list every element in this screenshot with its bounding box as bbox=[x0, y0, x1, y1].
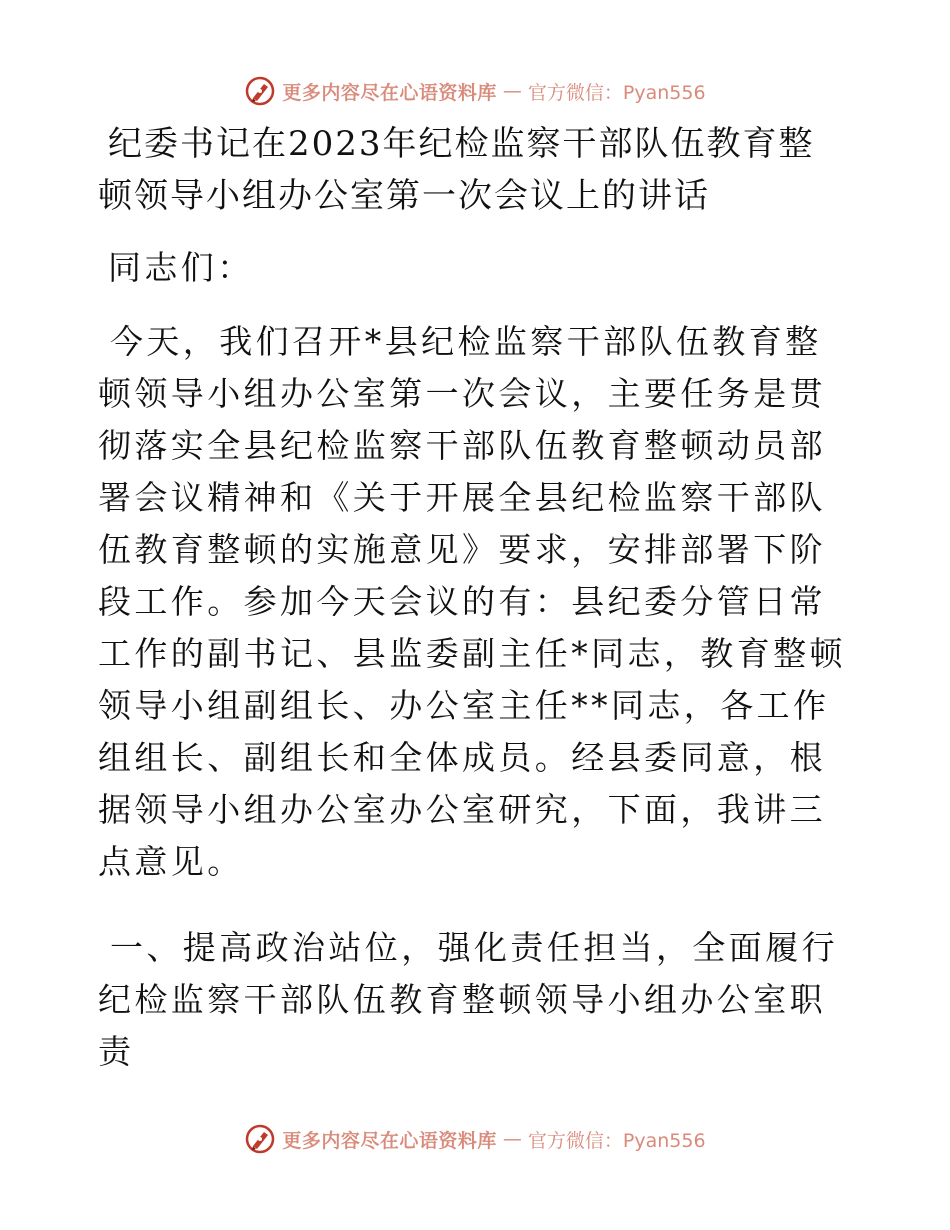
pen-logo-icon bbox=[244, 1123, 276, 1155]
watermark-separator: — bbox=[502, 80, 522, 102]
watermark-contact: 官方微信：Pyan556 bbox=[527, 81, 706, 104]
greeting: 同志们： bbox=[108, 248, 254, 287]
pen-logo-icon bbox=[244, 75, 276, 107]
document-body bbox=[98, 118, 848, 1078]
watermark-separator: — bbox=[502, 1128, 522, 1150]
watermark-contact: 官方微信：Pyan556 bbox=[527, 1129, 706, 1152]
document-title: 纪委书记在2023年纪检监察干部队伍教育整顿领导小组办公室第一次会议上的讲话 bbox=[98, 124, 815, 216]
body-paragraph: 今天，我们召开*县纪检监察干部队伍教育整顿领导小组办公室第一次会议，主要任务是贯彻落实全县纪检监察干部队伍教育整顿动员部署会议精神和《关于开展全县纪检监察干部队伍教育整顿的实施意见》要求，安排部署下阶段工作。参加今天会议的有：县纪委分管日常工作的副书记、县监委副主任*同志，教育整顿领导小组副组长、办公室主任**同志，各工作组组长、副组长和全体成员。经县委同意，根据领导小组办公室办公室研究，下面，我讲三点意见。 bbox=[98, 322, 846, 881]
footer-watermark bbox=[0, 1119, 950, 1159]
watermark-main-text: 更多内容尽在心语资料库 bbox=[282, 81, 497, 104]
header-watermark bbox=[0, 71, 950, 111]
section-heading: 一、提高政治站位，强化责任担当，全面履行纪检监察干部队伍教育整顿领导小组办公室职责 bbox=[98, 928, 838, 1071]
watermark-main-text: 更多内容尽在心语资料库 bbox=[282, 1129, 497, 1152]
